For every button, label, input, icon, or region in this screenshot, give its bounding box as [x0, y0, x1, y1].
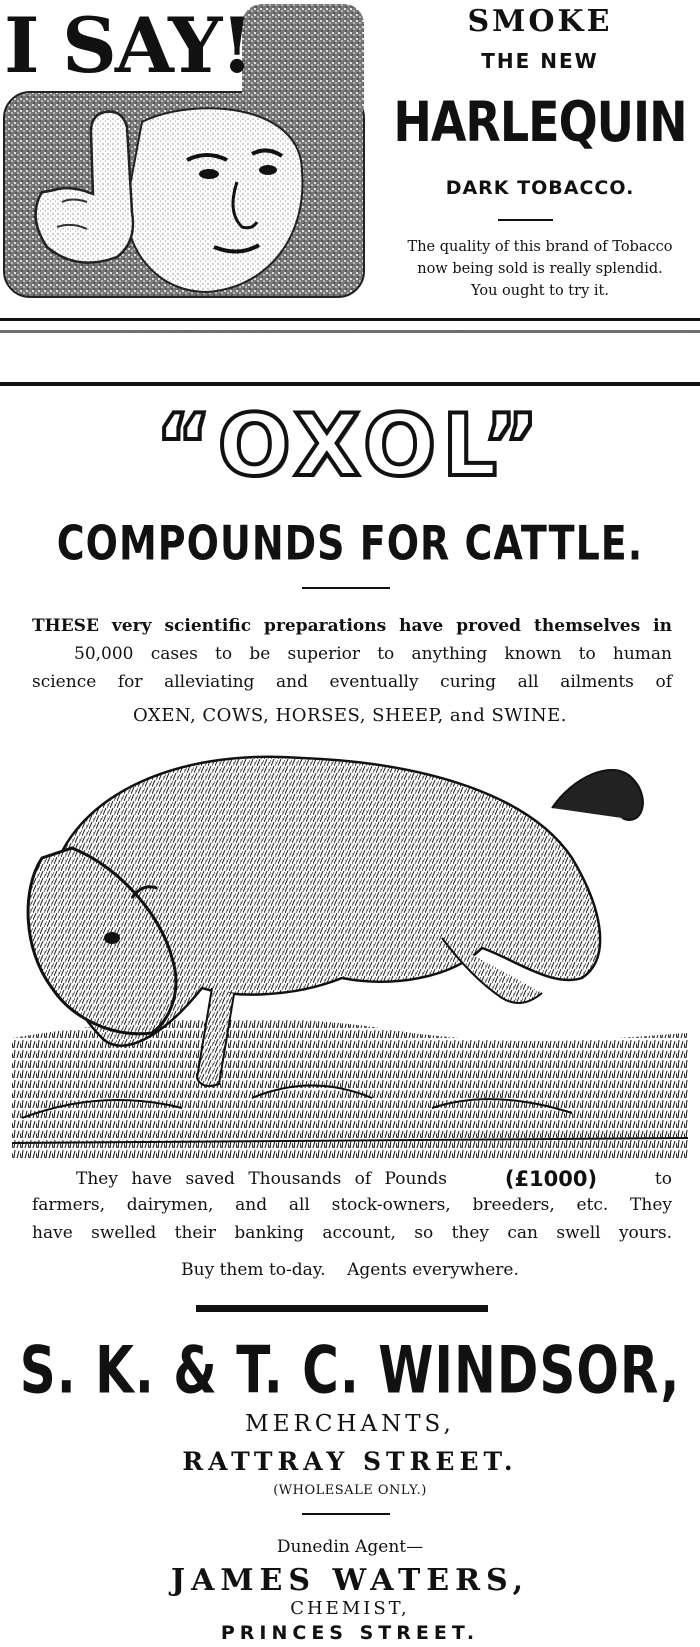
- harlequin-block: [380, 0, 700, 300]
- agent-name: JAMES WATERS,: [170, 1563, 530, 1598]
- animals-line: OXEN, COWS, HORSES, SHEEP, and SWINE.: [132, 705, 568, 726]
- intro-line-2: 50,000 cases to be superior to anything known to human: [74, 644, 672, 664]
- street-line: RATTRAY STREET.: [182, 1447, 518, 1476]
- oxol-divider: [302, 587, 390, 589]
- body-line-1-a: They have saved Thousands of Pounds: [76, 1169, 448, 1189]
- body-line-1: [76, 1167, 672, 1191]
- amount-figure: (£1000): [504, 1167, 598, 1191]
- thick-divider: [196, 1305, 488, 1312]
- oxol-subtitle: COMPOUNDS FOR CATTLE.: [56, 515, 644, 571]
- bison-drawing: [12, 738, 688, 1158]
- dark-tobacco-heading: DARK TOBACCO.: [445, 177, 635, 199]
- merchants-line: MERCHANTS,: [245, 1411, 455, 1437]
- bison-illustration: [12, 738, 688, 1158]
- intro-line-1: THESE very scientific preparations have proved themselves in: [32, 616, 672, 636]
- agent-street: PRINCES STREET.: [220, 1622, 480, 1644]
- wholesale-line: (WHOLESALE ONLY.): [273, 1483, 427, 1498]
- agent-role: CHEMIST,: [290, 1598, 410, 1619]
- i-say-headline: I SAY!: [4, 1, 252, 90]
- closing-line: Buy them to-day. Agents everywhere.: [181, 1260, 519, 1280]
- section-rule-1: [0, 318, 700, 321]
- section-rule-2: [0, 330, 700, 333]
- intro-line-3: science for alleviating and eventually curing all ailments of: [32, 672, 672, 692]
- harlequin-brand: HARLEQUIN: [393, 89, 687, 155]
- the-new-heading: THE NEW: [481, 49, 599, 73]
- oxol-title: “OXOL”: [155, 396, 545, 496]
- divider-short: [498, 219, 553, 221]
- company-name: S. K. & T. C. WINDSOR,: [19, 1332, 681, 1408]
- body-line-3: have swelled their banking account, so they can swell yours.: [32, 1223, 672, 1243]
- smoke-heading: SMOKE: [467, 4, 613, 39]
- body-line-2: farmers, dairymen, and all stock-owners, breeders, etc. They: [32, 1195, 672, 1215]
- tagline-line-3: You ought to try it.: [471, 283, 609, 299]
- section-rule-3: [0, 382, 700, 386]
- agent-label: Dunedin Agent—: [276, 1537, 424, 1557]
- tagline-line-2: now being sold is really splendid.: [417, 261, 663, 277]
- body-line-1-b: to: [654, 1169, 672, 1189]
- tagline-line-1: The quality of this brand of Tobacco: [407, 239, 673, 255]
- agent-divider: [302, 1513, 390, 1515]
